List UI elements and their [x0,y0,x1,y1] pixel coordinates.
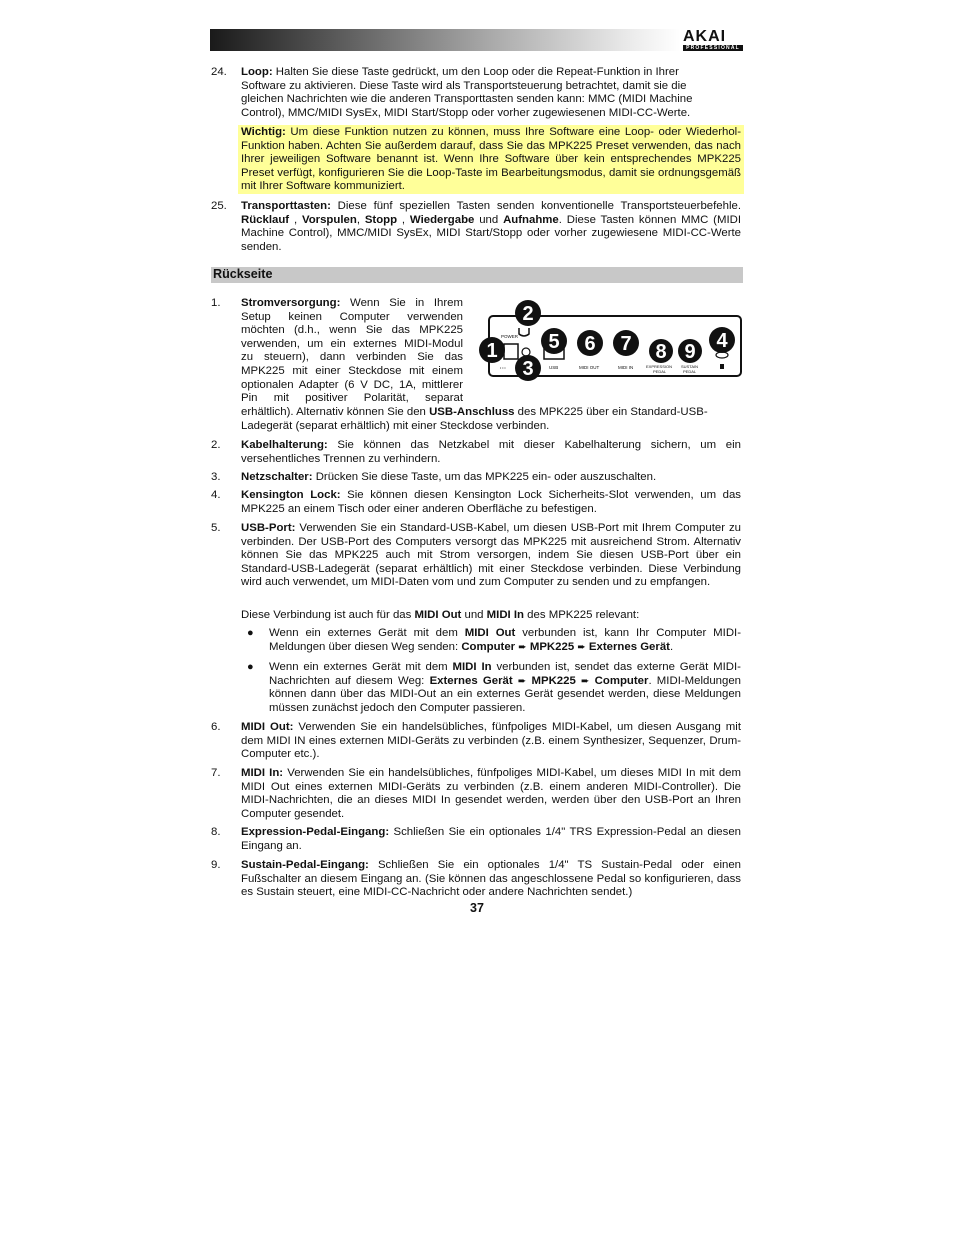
item-8-text [241,826,741,853]
item-1-full-text [241,406,741,433]
bullet-bold: Externes Gerät [429,674,513,687]
item-number: 1. [211,297,221,309]
logo-subtitle: PROFESSIONAL [683,45,743,51]
item-text: Diese Verbindung ist auch für das [241,609,415,621]
separator: , [397,213,410,226]
item-label: Kensington Lock: [241,489,341,501]
callout-8: 8 [655,341,667,363]
bullet-bold: Computer [594,674,649,687]
power-switch-shape [522,348,530,356]
arrow-icon: ➨ [517,675,527,687]
section-heading-bar [211,267,743,283]
item-text: Verwenden Sie ein Standard-USB-Kabel, um diesen USB-Port mit Ihrem Computer zu verbinden. Der USB-Port des Computers versorgt das MPK225 mit ausreichend Strom. Alternativ können Sie das MPK225 auch mit Strom versorgen, indem Sie diesen USB-Port über ein Standard-USB-Ladegerät (separat erhältlich) mit einer Steckdose verbinden. Diese Verbindung wird auch verwendet, um MIDI-Daten vom und zum Computer zu senden und zu empfangen. [241,522,741,589]
item-1-line: MPK225 mit einer Steckdose mit einem [241,364,463,377]
bullet-text: verbunden ist, sendet das externe Gerät MIDI-Nachrichten auf diesem Weg: [269,661,741,687]
item-label: Stromversorgung: [241,297,341,309]
logo-brand: AKAI [683,28,727,45]
arrow-icon: ➨ [518,641,527,653]
item-label: USB-Port: [241,522,296,534]
bullet-1-text: Wenn ein externes Gerät mit dem MIDI Out verbunden ist, kann Ihr Computer MIDI-Meldungen über diesen Weg senden: Computer ➨ MPK225 ➨ Externes Gerät. [269,627,742,653]
usb-label: USB [549,365,559,370]
arrow-icon: ➨ [577,641,586,653]
item-1-line: verwenden, um ein externes MIDI-Modul [241,337,463,350]
item-9-text [241,859,741,900]
item-text: Verwenden Sie ein handelsübliches, fünfpoliges MIDI-Kabel, um diesen Ausgang mit dem MIDI IN eines externen MIDI-Geräts zu verbinden (z.B. einem Synthesizer, Sequenzer, Drum-Computer etc.). [241,721,741,761]
item-number: 8. [211,826,221,838]
button-name: Wiedergabe [409,213,475,226]
power-jack-shape [504,344,518,359]
item-label: Loop: [241,66,273,78]
expression-label: EXPRESSION [646,364,673,369]
important-note [238,125,744,194]
item-bold: USB-Anschluss [429,406,515,418]
bullet-text: . MIDI-Meldungen können dann über das MIDI-Out an ein externes Gerät gesendet werden, diese Meldungen müssen zunächst jedoch den Computer passieren. [269,674,742,714]
item-text: des MPK225 relevant: [524,609,640,621]
callout-1: 1 [486,340,498,362]
item-label: MIDI Out: [241,721,294,733]
lock-symbol [720,364,724,369]
item-text: des MPK225 über ein Standard-USB- [514,406,708,418]
button-name: Stopp [364,213,398,226]
button-name: Aufnahme [503,213,559,226]
item-1-line [241,406,741,420]
item-text: Verwenden Sie ein handelsübliches, fünfpoliges MIDI-Kabel, um dieses MIDI In mit dem MIDI Out eines externen MIDI-Geräts zu verbinden (z.B. einem anderen MIDI-Controller). Die MIDI-Nachrichten, die an dieses MIDI In gesendet werden, werden über den USB-Port an Ihren Computer gesendet. [241,767,742,820]
item-1-line: möchten (d.h., wenn Sie das MPK225 [241,324,463,337]
section-title: Rückseite [213,267,273,281]
akai-logo [683,30,743,52]
item-text: Wenn Sie in Ihrem [350,297,463,309]
separator: und [474,213,504,226]
bullet-text: verbunden ist, kann Ihr Computer MIDI-Meldungen über diesen Weg senden: [269,627,742,653]
item-3-text [241,471,741,485]
header-gradient-bar [210,29,680,51]
item-24-text [241,66,741,120]
item-4-text [241,489,741,516]
separator: , [356,213,365,226]
callout-2: 2 [522,303,534,325]
item-bold: MIDI Out [414,609,462,621]
item-number: 25. [211,200,227,212]
page-number: 37 [470,901,484,915]
item-7-text [241,767,741,821]
item-text: Diese fünf speziellen Tasten senden konventionelle Transportsteuerbefehle. [330,200,741,212]
item-number: 7. [211,767,221,779]
bullet-bold: Computer [461,640,516,653]
item-1-line: Pin mit positiver Polarität, separat [241,392,463,405]
item-1-line: optionalen Adapter (6 V DC, 1A, mittlerer [241,378,463,391]
callout-4: 4 [716,330,728,352]
item-1-line: Ladegerät (separat erhältlich) mit einer Steckdose verbinden. [241,419,550,432]
note-text: Um diese Funktion nutzen zu können, muss Ihre Software eine Loop- oder Wiederhol-Funktion haben. Achten Sie außerdem darauf, dass Sie das MPK225 Preset verwenden, das nach Ihrer jeweiligen Software benannt ist. Wenn Ihre Software über kein entsprechendes MPK225 Preset verfügt, konfigurieren Sie die Loop-Taste im Bearbeitungsmodus, damit sie ordnungsgemäß mit Ihrer Software kommuniziert. [241,126,741,193]
item-number: 24. [211,66,227,78]
item-label: Transporttasten: [241,200,331,212]
power-spec: • • • [500,366,506,370]
button-name: Vorspulen [301,213,357,226]
item-25-text [241,200,741,254]
callout-5: 5 [548,331,560,353]
arrow-icon: ➨ [581,675,590,687]
sustain-label-2: PEDAL [683,369,697,374]
midi-in-label: MIDI IN [618,365,634,370]
callout-3: 3 [522,358,534,380]
callout-7: 7 [620,333,632,355]
item-24-line: Control), MMC/MIDI SysEx, MIDI Start/Stopp oder vorher zugewiesenen MIDI-CC-Werte. [241,106,691,119]
sustain-label: SUSTAIN [681,364,699,369]
bullet-bold: MPK225 [531,674,576,687]
item-text: und [461,609,487,621]
item-text: Sie können das Netzkabel mit dieser Kabelhalterung sichern, um ein versehentliches Trennen zu verhindern. [241,439,741,465]
item-number: 5. [211,522,221,534]
item-number: 6. [211,721,221,733]
item-1-line: Setup keinen Computer verwenden [241,310,463,323]
item-text: Schließen Sie ein optionales 1/4" TS Sustain-Pedal oder einen Fußschalter an diesem Eingang an. (Sie können das angeschlossene Pedal so konfigurieren, dass es Sustain steuert, eine MIDI-CC-Nachricht oder andere Nachrichten sendet.) [241,859,741,899]
item-24-line: gleichen Nachrichten wie die anderen Transporttasten senden kann: MMC (MIDI Machine [241,93,693,106]
item-1-wrap-text [241,297,463,406]
bullet-dot: ● [247,661,254,673]
item-label: Kabelhalterung: [241,439,328,451]
item-label: Sustain-Pedal-Eingang: [241,859,369,871]
item-6-text [241,721,741,762]
item-number: 4. [211,489,221,501]
item-label: MIDI In: [241,767,284,779]
expression-label-2: PEDAL [653,369,667,374]
button-name: Rücklauf [241,213,290,226]
item-text: Schließen Sie ein optionales 1/4" TRS Expression-Pedal an diesen Eingang an. [241,826,741,852]
item-5-text [241,522,741,590]
item-5-paragraph-2 [241,609,741,623]
item-24-line: Software zu aktivieren. Diese Taste wird als Transportsteuerung betrachtet, damit sie die [241,79,687,92]
note-label: Wichtig: [241,126,286,138]
bullet-text: Wenn ein externes Gerät mit dem [269,627,465,639]
bullet-bold: Externes Gerät [588,640,670,653]
separator: , [289,213,302,226]
bullet-bold: MPK225 [529,640,575,653]
item-1-line [241,297,463,311]
item-text: . Diese Tasten können MMC (MIDI Machine Control), MMC/MIDI SysEx, MIDI Start/Stopp oder vorher zugewiesene MIDI-CC-Werte senden. [241,213,742,253]
item-label: Expression-Pedal-Eingang: [241,826,390,838]
callout-9: 9 [684,341,696,363]
item-24-line [241,66,741,80]
bullet-text: Wenn ein externes Gerät mit dem [269,661,453,673]
item-1-line: zu steuern), dann verbinden Sie das [241,351,463,364]
power-label: POWER [501,334,519,339]
rear-panel-diagram [478,298,743,384]
item-label: Netzschalter: [241,471,313,483]
item-number: 9. [211,859,221,871]
bullet-2-text [269,661,741,715]
bullet-dot: ● [247,627,254,639]
item-text: Sie können diesen Kensington Lock Sicherheits-Slot verwenden, um das MPK225 an einem Tisch oder einer anderen Oberfläche zu befestigen. [241,489,741,515]
item-2-text [241,439,741,466]
midi-out-label: MIDI OUT [579,365,600,370]
item-number: 3. [211,471,221,483]
item-number: 2. [211,439,221,451]
callout-6: 6 [584,333,596,355]
item-bold: MIDI In [486,609,525,621]
item-text: erhältlich). Alternativ können Sie den [241,406,430,418]
bullet-bold: MIDI Out [464,627,516,639]
item-text: Drücken Sie diese Taste, um das MPK225 ein- oder auszuschalten. [312,471,657,483]
item-text: Halten Sie diese Taste gedrückt, um den Loop oder die Repeat-Funktion in Ihrer [272,66,679,78]
bullet-bold: MIDI In [452,661,492,673]
